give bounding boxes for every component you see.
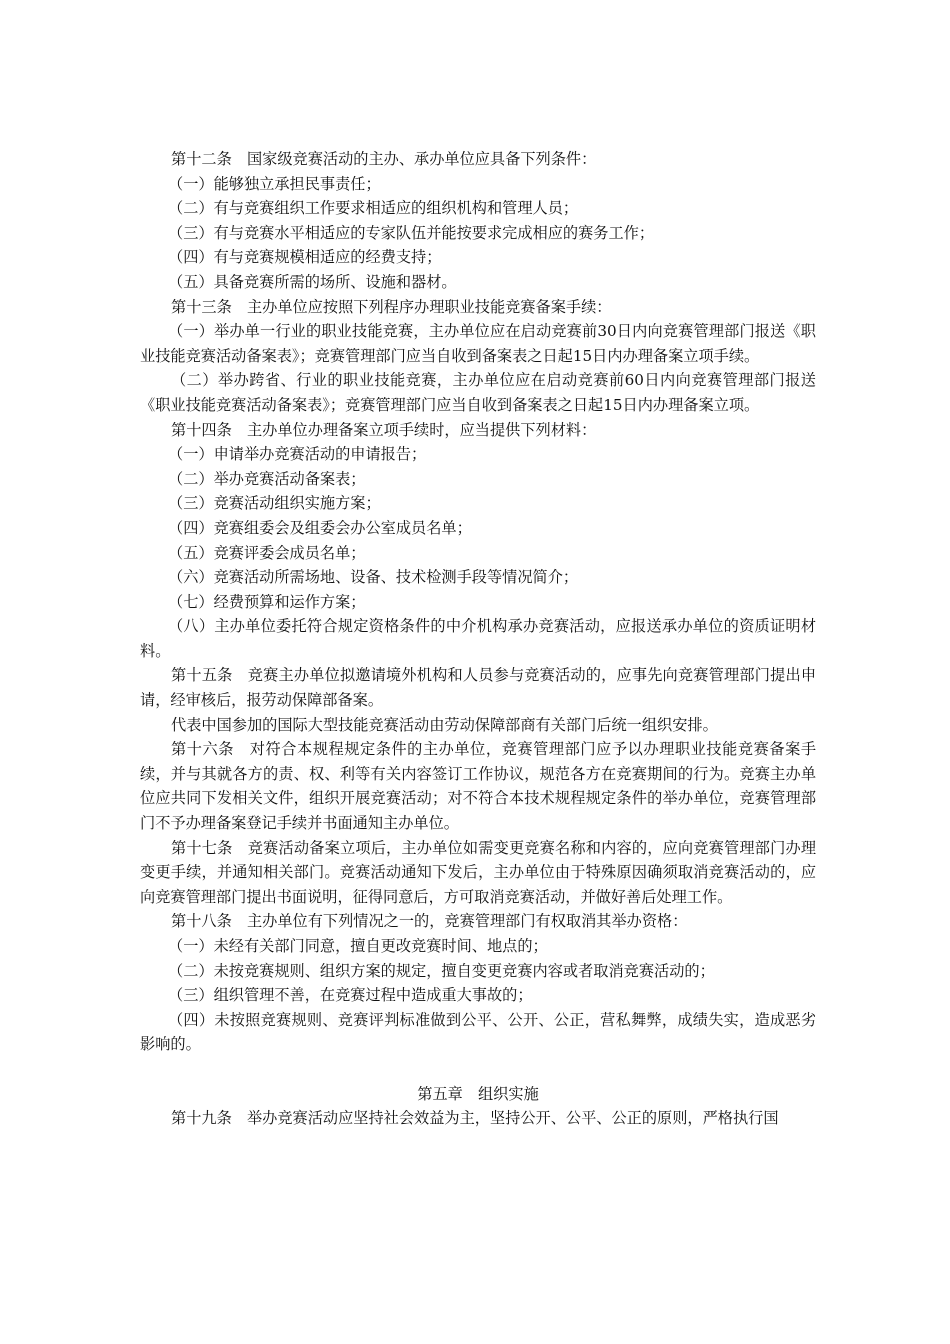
list-item: （三）有与竞赛水平相适应的专家队伍并能按要求完成相应的赛务工作； [168, 223, 654, 242]
list-item: （八）主办单位委托符合规定资格条件的中介机构承办竞赛活动，应报送承办单位的资质证明材料。 [140, 617, 816, 660]
list-item: （七）经费预算和运作方案； [168, 592, 366, 611]
list-item: （二）未按竞赛规则、组织方案的规定，擅自变更竞赛内容或者取消竞赛活动的； [168, 961, 715, 980]
list-item: （四）有与竞赛规模相适应的经费支持； [168, 248, 442, 267]
list-item: （一）未经有关部门同意，擅自更改竞赛时间、地点的； [168, 937, 548, 955]
article-16: 第十六条 对符合本规程规定条件的主办单位，竞赛管理部门应予以办理职业技能竞赛备案手续，并与其就各方的责、权、利等有关内容签订工作协议，规范各方在竞赛期间的行为。竞赛主办单位应共同下发相关文件，组织开展竞赛活动；对不符合本技术规程规定条件的举办单位，竞赛管理部门不予办理备案登记手续并书面通知主办单位。 [140, 740, 816, 833]
article-14: 第十四条 主办单位办理备案立项手续时，应当提供下列材料： [171, 420, 597, 439]
document-body [140, 147, 816, 1131]
article-18: 第十八条 主办单位有下列情况之一的，竞赛管理部门有权取消其举办资格： [171, 912, 688, 931]
article-17: 第十七条 竞赛活动备案立项后，主办单位如需变更竞赛名称和内容的，应向竞赛管理部门办理变更手续，并通知相关部门。竞赛活动通知下发后，主办单位由于特殊原因确须取消竞赛活动的，应向竞赛管理部门提出书面说明，征得同意后，方可取消竞赛活动，并做好善后处理工作。 [140, 838, 816, 906]
list-item: （二）举办竞赛活动备案表； [168, 469, 366, 488]
chapter-title: 第五章 组织实施 [417, 1084, 539, 1103]
list-item: （二）有与竞赛组织工作要求相适应的组织机构和管理人员； [168, 199, 579, 218]
list-item: （三）组织管理不善，在竞赛过程中造成重大事故的； [168, 986, 533, 1005]
list-item: （一）能够独立承担民事责任； [168, 174, 381, 193]
article-12: 第十二条 国家级竞赛活动的主办、承办单位应具备下列条件： [171, 150, 597, 168]
list-item: （一）申请举办竞赛活动的申请报告； [168, 445, 427, 464]
article-13: 第十三条 主办单位应按照下列程序办理职业技能竞赛备案手续： [171, 297, 612, 316]
list-item: （四）竞赛组委会及组委会办公室成员名单； [168, 518, 472, 537]
list-item: （五）具备竞赛所需的场所、设施和器材。 [168, 272, 457, 291]
paragraph: 代表中国参加的国际大型技能竞赛活动由劳动保障部商有关部门后统一组织安排。 [171, 715, 718, 734]
list-item: （一）举办单一行业的职业技能竞赛，主办单位应在启动竞赛前30日内向竞赛管理部门报送《职业技能竞赛活动备案表》；竞赛管理部门应当自收到备案表之日起15日内办理备案立项手续。 [140, 322, 816, 365]
list-item: （六）竞赛活动所需场地、设备、技术检测手段等情况简介； [168, 568, 579, 587]
list-item: （二）举办跨省、行业的职业技能竞赛，主办单位应在启动竞赛前60日内向竞赛管理部门报送《职业技能竞赛活动备案表》；竞赛管理部门应当自收到备案表之日起15日内办理备案立项。 [140, 371, 816, 414]
list-item: （三）竞赛活动组织实施方案； [168, 494, 381, 513]
article-15: 第十五条 竞赛主办单位拟邀请境外机构和人员参与竞赛活动的，应事先向竞赛管理部门提出申请，经审核后，报劳动保障部备案。 [140, 666, 816, 710]
list-item: （五）竞赛评委会成员名单； [168, 543, 366, 562]
list-item: （四）未按照竞赛规则、竞赛评判标准做到公平、公开、公正，营私舞弊，成绩失实，造成恶劣影响的。 [140, 1010, 816, 1054]
article-19: 第十九条 举办竞赛活动应坚持社会效益为主，坚持公开、公平、公正的原则，严格执行国 [171, 1109, 779, 1128]
